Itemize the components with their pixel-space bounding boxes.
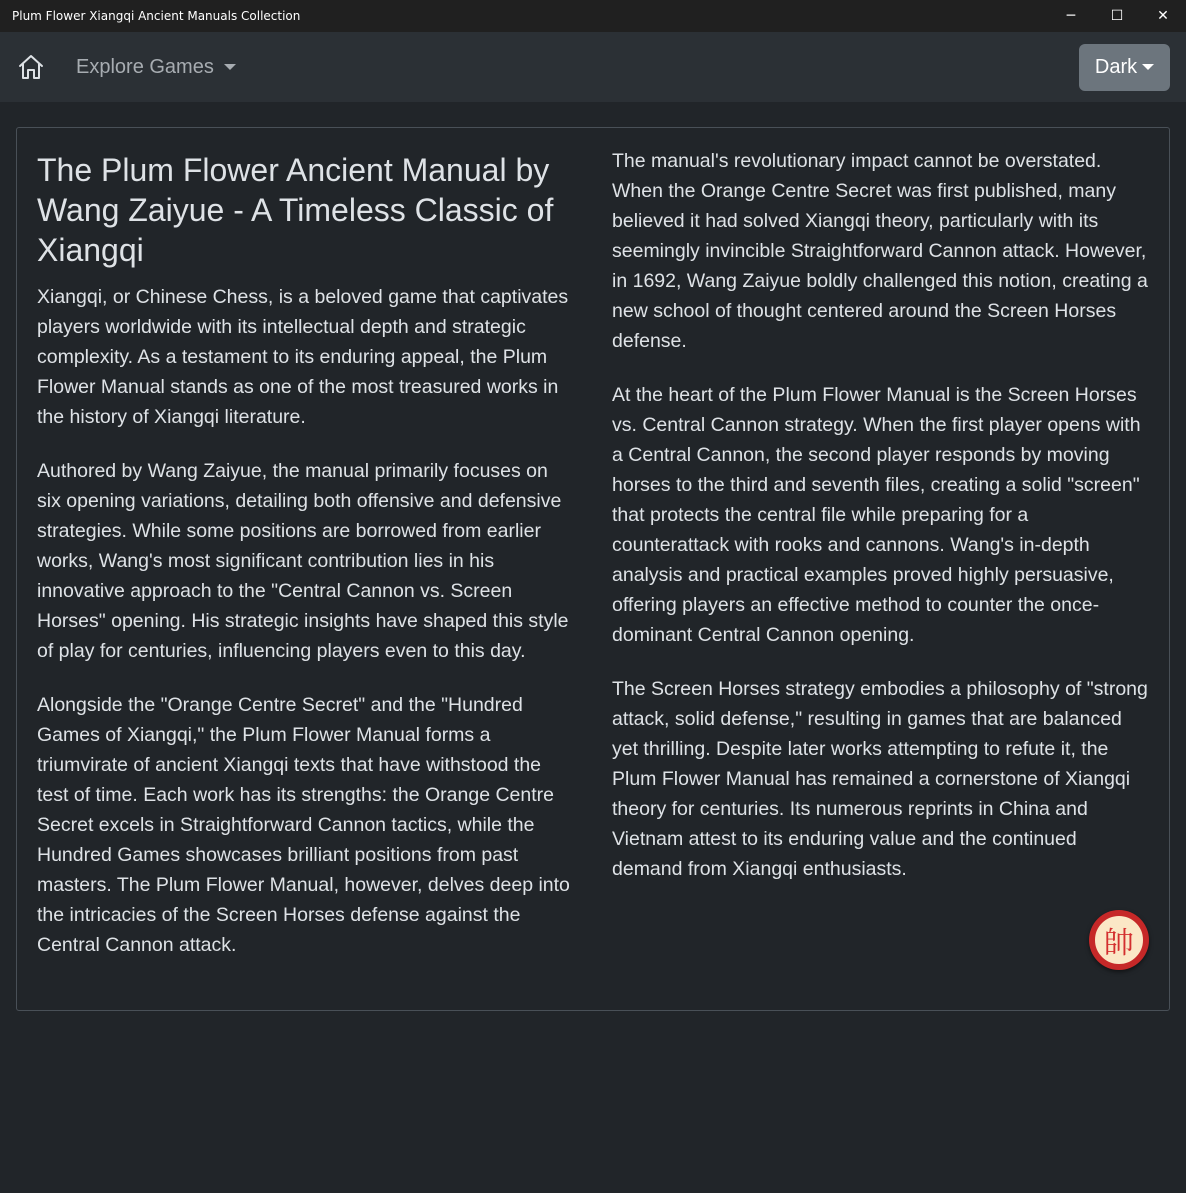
navbar-left: [16, 52, 236, 82]
article-paragraph: Authored by Wang Zaiyue, the manual primarily focuses on six opening variations, detailing both offensive and defensive strategies. While some positions are borrowed from earlier works, Wang's most significant contribution lies in his innovative approach to the "Central Cannon vs. Screen Horses" opening. His strategic insights have shaped this style of play for centuries, influencing players even to this day.: [37, 460, 569, 662]
article-paragraph: The manual's revolutionary impact cannot be overstated. When the Orange Centre Secret was first published, many believed it had solved Xiangqi theory, particularly with its seemingly invincible Straightforward Cannon attack. However, in 1692, Wang Zaiyue boldly challenged this notion, creating a new school of thought centered around the Screen Horses defense.: [612, 150, 1148, 352]
article-paragraph: The Screen Horses strategy embodies a philosophy of "strong attack, solid defense," resulting in games that are balanced yet thrilling. Despite later works attempting to refute it, the Plum Flower Manual has remained a cornerstone of Xiangqi theory for centuries. Its numerous reprints in China and Vietnam attest to its enduring value and the continued demand from Xiangqi enthusiasts.: [612, 678, 1148, 880]
explore-games-dropdown[interactable]: [76, 56, 236, 79]
window-titlebar: [0, 0, 1186, 32]
window-controls: [1048, 0, 1186, 32]
maximize-button[interactable]: ☐: [1110, 8, 1124, 24]
piece-face: [1093, 914, 1145, 966]
article-card: [16, 127, 1170, 1011]
xiangqi-general-piece-icon[interactable]: [1089, 910, 1149, 970]
caret-down-icon: [224, 64, 236, 70]
minimize-button[interactable]: ─: [1066, 8, 1076, 24]
article-paragraph: Xiangqi, or Chinese Chess, is a beloved game that captivates players worldwide with its intellectual depth and strategic complexity. As a testament to its enduring appeal, the Plum Flower Manual stands as one of the most treasured works in the history of Xiangqi literature.: [37, 286, 569, 428]
explore-games-label: Explore Games: [76, 55, 214, 78]
theme-toggle-button[interactable]: [1079, 44, 1170, 91]
caret-down-icon: [1142, 64, 1154, 70]
article-paragraph: At the heart of the Plum Flower Manual is the Screen Horses vs. Central Cannon strategy. When the first player opens with a Central Cannon, the second player responds by moving horses to the third and seventh files, creating a solid "screen" that protects the central file while preparing for a counterattack with rooks and cannons. Wang's in-depth analysis and practical examples proved highly persuasive, offering players an effective method to counter the once-dominant Central Cannon opening.: [612, 384, 1141, 646]
window-title: Plum Flower Xiangqi Ancient Manuals Collection: [12, 9, 301, 23]
piece-glyph: 帥: [1104, 926, 1134, 961]
article-left-column: [37, 148, 572, 990]
article-right-column: [612, 148, 1149, 990]
article-paragraph: Alongside the "Orange Centre Secret" and the "Hundred Games of Xiangqi," the Plum Flower Manual forms a triumvirate of ancient Xiangqi texts that have withstood the test of time. Each work has its strengths: the Orange Centre Secret excels in Straightforward Cannon tactics, while the Hundred Games showcases brilliant positions from past masters. The Plum Flower Manual, however, delves deep into the intricacies of the Screen Horses defense against the Central Cannon attack.: [37, 694, 570, 956]
close-button[interactable]: ✕: [1157, 8, 1169, 24]
navbar: [0, 32, 1186, 102]
article-title: The Plum Flower Ancient Manual by Wang Zaiyue - A Timeless Classic of Xiangqi: [37, 152, 554, 268]
home-icon[interactable]: [16, 52, 46, 82]
theme-label: Dark: [1094, 55, 1138, 78]
